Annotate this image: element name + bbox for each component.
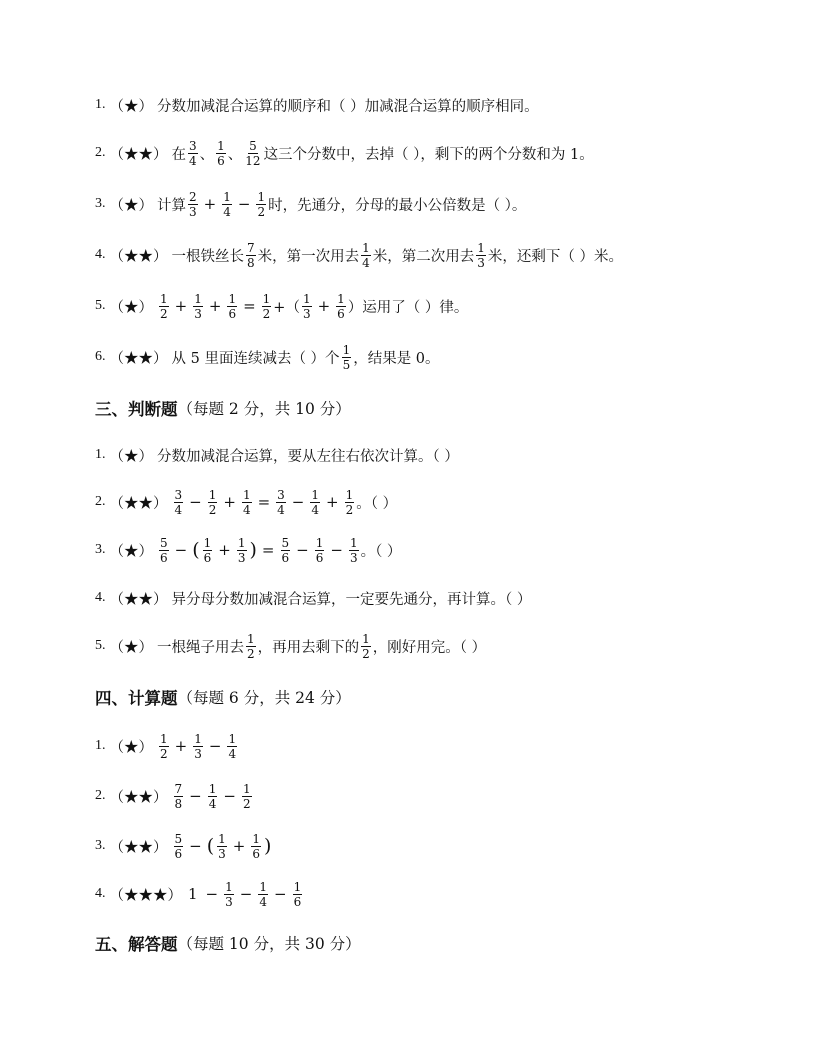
fraction: $\frac{1}{3}$ <box>302 291 311 321</box>
question-number: 1. <box>95 97 106 112</box>
right-paren: ) <box>249 539 257 561</box>
right-paren: ) <box>264 835 272 857</box>
separator: 、 <box>227 146 243 163</box>
fraction: $\frac{5}{6}$ <box>174 831 183 861</box>
question-text: ，刚好用完。（ ） <box>372 639 487 656</box>
fraction: $\frac{3}{4}$ <box>189 138 197 168</box>
question-number: 5. <box>95 298 106 313</box>
section-heading-word-problems <box>95 928 361 958</box>
question-text: 。（ ） <box>360 543 402 560</box>
difficulty-stars: （★） <box>109 197 153 214</box>
operator: − <box>223 787 236 805</box>
operator: + <box>174 737 188 755</box>
fraction: $\frac{1}{6}$ <box>293 879 302 909</box>
fraction: $\frac{1}{2}$ <box>247 631 255 661</box>
operator: − <box>237 195 251 213</box>
question-3-1 <box>95 437 459 473</box>
fraction: $\frac{1}{4}$ <box>362 240 370 270</box>
question-2-4 <box>95 237 623 273</box>
fraction: $\frac{1}{6}$ <box>252 831 260 861</box>
question-2-1 <box>95 87 539 123</box>
difficulty-stars: （★★） <box>109 350 168 367</box>
difficulty-stars: （★★） <box>109 839 168 856</box>
fraction: $\frac{1}{6}$ <box>217 138 225 168</box>
fraction: $\frac{2}{3}$ <box>189 189 197 219</box>
fraction: $\frac{7}{8}$ <box>247 240 255 270</box>
question-number: 4. <box>95 590 106 605</box>
operator: + <box>203 195 217 213</box>
question-text: 从 5 里面连续减去（ ）个 <box>171 350 340 367</box>
fraction: $\frac{7}{8}$ <box>174 781 183 811</box>
fraction: $\frac{1}{3}$ <box>218 831 226 861</box>
section-heading-judgement <box>95 393 351 423</box>
fraction: $\frac{1}{6}$ <box>337 291 345 321</box>
difficulty-stars: （★★） <box>109 495 168 512</box>
question-number: 2. <box>95 788 106 803</box>
question-text: 在 <box>171 146 186 163</box>
operator: = <box>243 297 256 315</box>
question-2-2 <box>95 135 594 171</box>
question-2-5 <box>95 288 468 324</box>
operator: − <box>205 885 219 903</box>
question-text: 分数加减混合运算的顺序和（ ）加减混合运算的顺序相同。 <box>157 98 539 115</box>
operator: − <box>174 541 188 559</box>
question-text: 米，第一次用去 <box>257 248 360 265</box>
fraction: $\frac{1}{6}$ <box>203 535 212 565</box>
operator: + <box>218 541 231 559</box>
operator: − <box>189 837 202 855</box>
difficulty-stars: （★） <box>109 98 153 115</box>
question-number: 6. <box>95 349 106 364</box>
question-number: 3. <box>95 542 106 557</box>
question-2-3 <box>95 186 526 222</box>
question-4-1 <box>95 728 239 764</box>
whole-number: 1 <box>188 885 198 903</box>
operator: − <box>296 541 309 559</box>
operator: + <box>223 493 236 511</box>
operator: + <box>232 837 246 855</box>
operator: − <box>208 737 222 755</box>
operator: + <box>174 297 188 315</box>
difficulty-stars: （★★） <box>109 248 168 265</box>
fraction: $\frac{5}{12}$ <box>245 138 261 168</box>
question-text: ，再用去剩下的 <box>257 639 360 656</box>
question-3-5 <box>95 628 486 664</box>
question-text: 一根绳子用去 <box>157 639 244 656</box>
section-title: 四、计算题 <box>95 689 178 708</box>
question-text: 时，先通分，分母的最小公倍数是（ ）。 <box>268 197 527 214</box>
question-text: 米，还剩下（ ）米。 <box>487 248 624 265</box>
question-2-6 <box>95 339 440 375</box>
difficulty-stars: （★） <box>109 739 153 756</box>
fraction: $\frac{1}{2}$ <box>160 291 168 321</box>
operator: + <box>208 297 222 315</box>
fraction: $\frac{1}{2}$ <box>242 781 251 811</box>
fraction: $\frac{1}{2}$ <box>262 291 271 321</box>
question-text: 分数加减混合运算，要从左往右依次计算。（ ） <box>157 448 459 465</box>
fraction: $\frac{1}{4}$ <box>208 781 217 811</box>
fraction: $\frac{3}{4}$ <box>174 487 183 517</box>
question-text: 异分母分数加减混合运算，一定要先通分，再计算。（ ） <box>171 591 532 608</box>
question-text: 。（ ） <box>356 495 398 512</box>
section-scoring-note: （每题 10 分，共 30 分） <box>177 935 361 953</box>
operator: + <box>326 493 339 511</box>
section-scoring-note: （每题 2 分，共 10 分） <box>177 400 351 418</box>
left-paren: ( <box>206 835 215 857</box>
operator: − <box>189 787 202 805</box>
fraction: $\frac{1}{2}$ <box>345 487 354 517</box>
fraction: $\frac{3}{4}$ <box>277 487 285 517</box>
question-text: ）运用了（ ）律。 <box>347 299 469 316</box>
fraction: $\frac{1}{3}$ <box>237 535 246 565</box>
difficulty-stars: （★） <box>109 543 153 560</box>
difficulty-stars: （★★） <box>109 146 168 163</box>
question-number: 4. <box>95 247 106 262</box>
question-3-3 <box>95 532 401 568</box>
fraction: $\frac{5}{6}$ <box>281 535 290 565</box>
difficulty-stars: （★★） <box>109 789 168 806</box>
operator: = <box>257 493 271 511</box>
fraction: $\frac{1}{3}$ <box>225 879 233 909</box>
difficulty-stars: （★★） <box>109 591 168 608</box>
section-title: 三、判断题 <box>95 400 178 419</box>
question-text: 计算 <box>157 197 186 214</box>
fraction: $\frac{1}{3}$ <box>194 291 202 321</box>
fraction: $\frac{1}{4}$ <box>242 487 251 517</box>
question-number: 2. <box>95 494 106 509</box>
difficulty-stars: （★） <box>109 448 153 465</box>
question-4-2 <box>95 778 254 814</box>
question-number: 2. <box>95 145 106 160</box>
section-heading-calculation <box>95 682 351 712</box>
fraction: $\frac{1}{5}$ <box>342 342 351 372</box>
section-title: 五、解答题 <box>95 935 178 954</box>
fraction: $\frac{1}{2}$ <box>160 731 168 761</box>
fraction: $\frac{1}{4}$ <box>223 189 231 219</box>
question-text: 米，第二次用去 <box>372 248 475 265</box>
question-4-4 <box>95 876 304 912</box>
fraction: $\frac{1}{6}$ <box>315 535 324 565</box>
fraction: $\frac{1}{4}$ <box>228 731 237 761</box>
fraction: $\frac{1}{4}$ <box>259 879 267 909</box>
fraction: $\frac{5}{6}$ <box>160 535 168 565</box>
left-paren: ( <box>192 539 200 561</box>
operator: − <box>273 885 287 903</box>
fraction: $\frac{1}{3}$ <box>477 240 485 270</box>
fraction: $\frac{1}{3}$ <box>194 731 202 761</box>
question-4-3 <box>95 828 272 864</box>
fraction: $\frac{1}{2}$ <box>362 631 370 661</box>
question-number: 4. <box>95 886 106 901</box>
question-number: 1. <box>95 738 106 753</box>
question-3-4 <box>95 580 531 616</box>
operator: − <box>189 493 202 511</box>
section-scoring-note: （每题 6 分，共 24 分） <box>177 689 351 707</box>
fraction: $\frac{1}{3}$ <box>349 535 358 565</box>
operator: − <box>291 493 305 511</box>
question-number: 5. <box>95 638 106 653</box>
question-number: 3. <box>95 196 106 211</box>
fraction: $\frac{1}{2}$ <box>257 189 266 219</box>
operator: + <box>317 297 331 315</box>
question-text: 这三个分数中，去掉（ ），剩下的两个分数和为 1。 <box>263 146 594 163</box>
difficulty-stars: （★） <box>109 639 153 656</box>
operator: − <box>239 885 253 903</box>
fraction: $\frac{1}{2}$ <box>208 487 217 517</box>
fraction: $\frac{1}{6}$ <box>228 291 237 321</box>
fraction: $\frac{1}{4}$ <box>311 487 320 517</box>
operator: − <box>330 541 343 559</box>
question-3-2 <box>95 484 397 520</box>
question-number: 1. <box>95 447 106 462</box>
operator: = <box>261 541 275 559</box>
separator: 、 <box>199 146 215 163</box>
difficulty-stars: （★★★） <box>109 887 182 904</box>
question-text: 一根铁丝长 <box>171 248 244 265</box>
question-text: ，结果是 0。 <box>353 350 440 367</box>
operator: +（ <box>273 299 300 316</box>
question-number: 3. <box>95 838 106 853</box>
difficulty-stars: （★） <box>109 299 153 316</box>
